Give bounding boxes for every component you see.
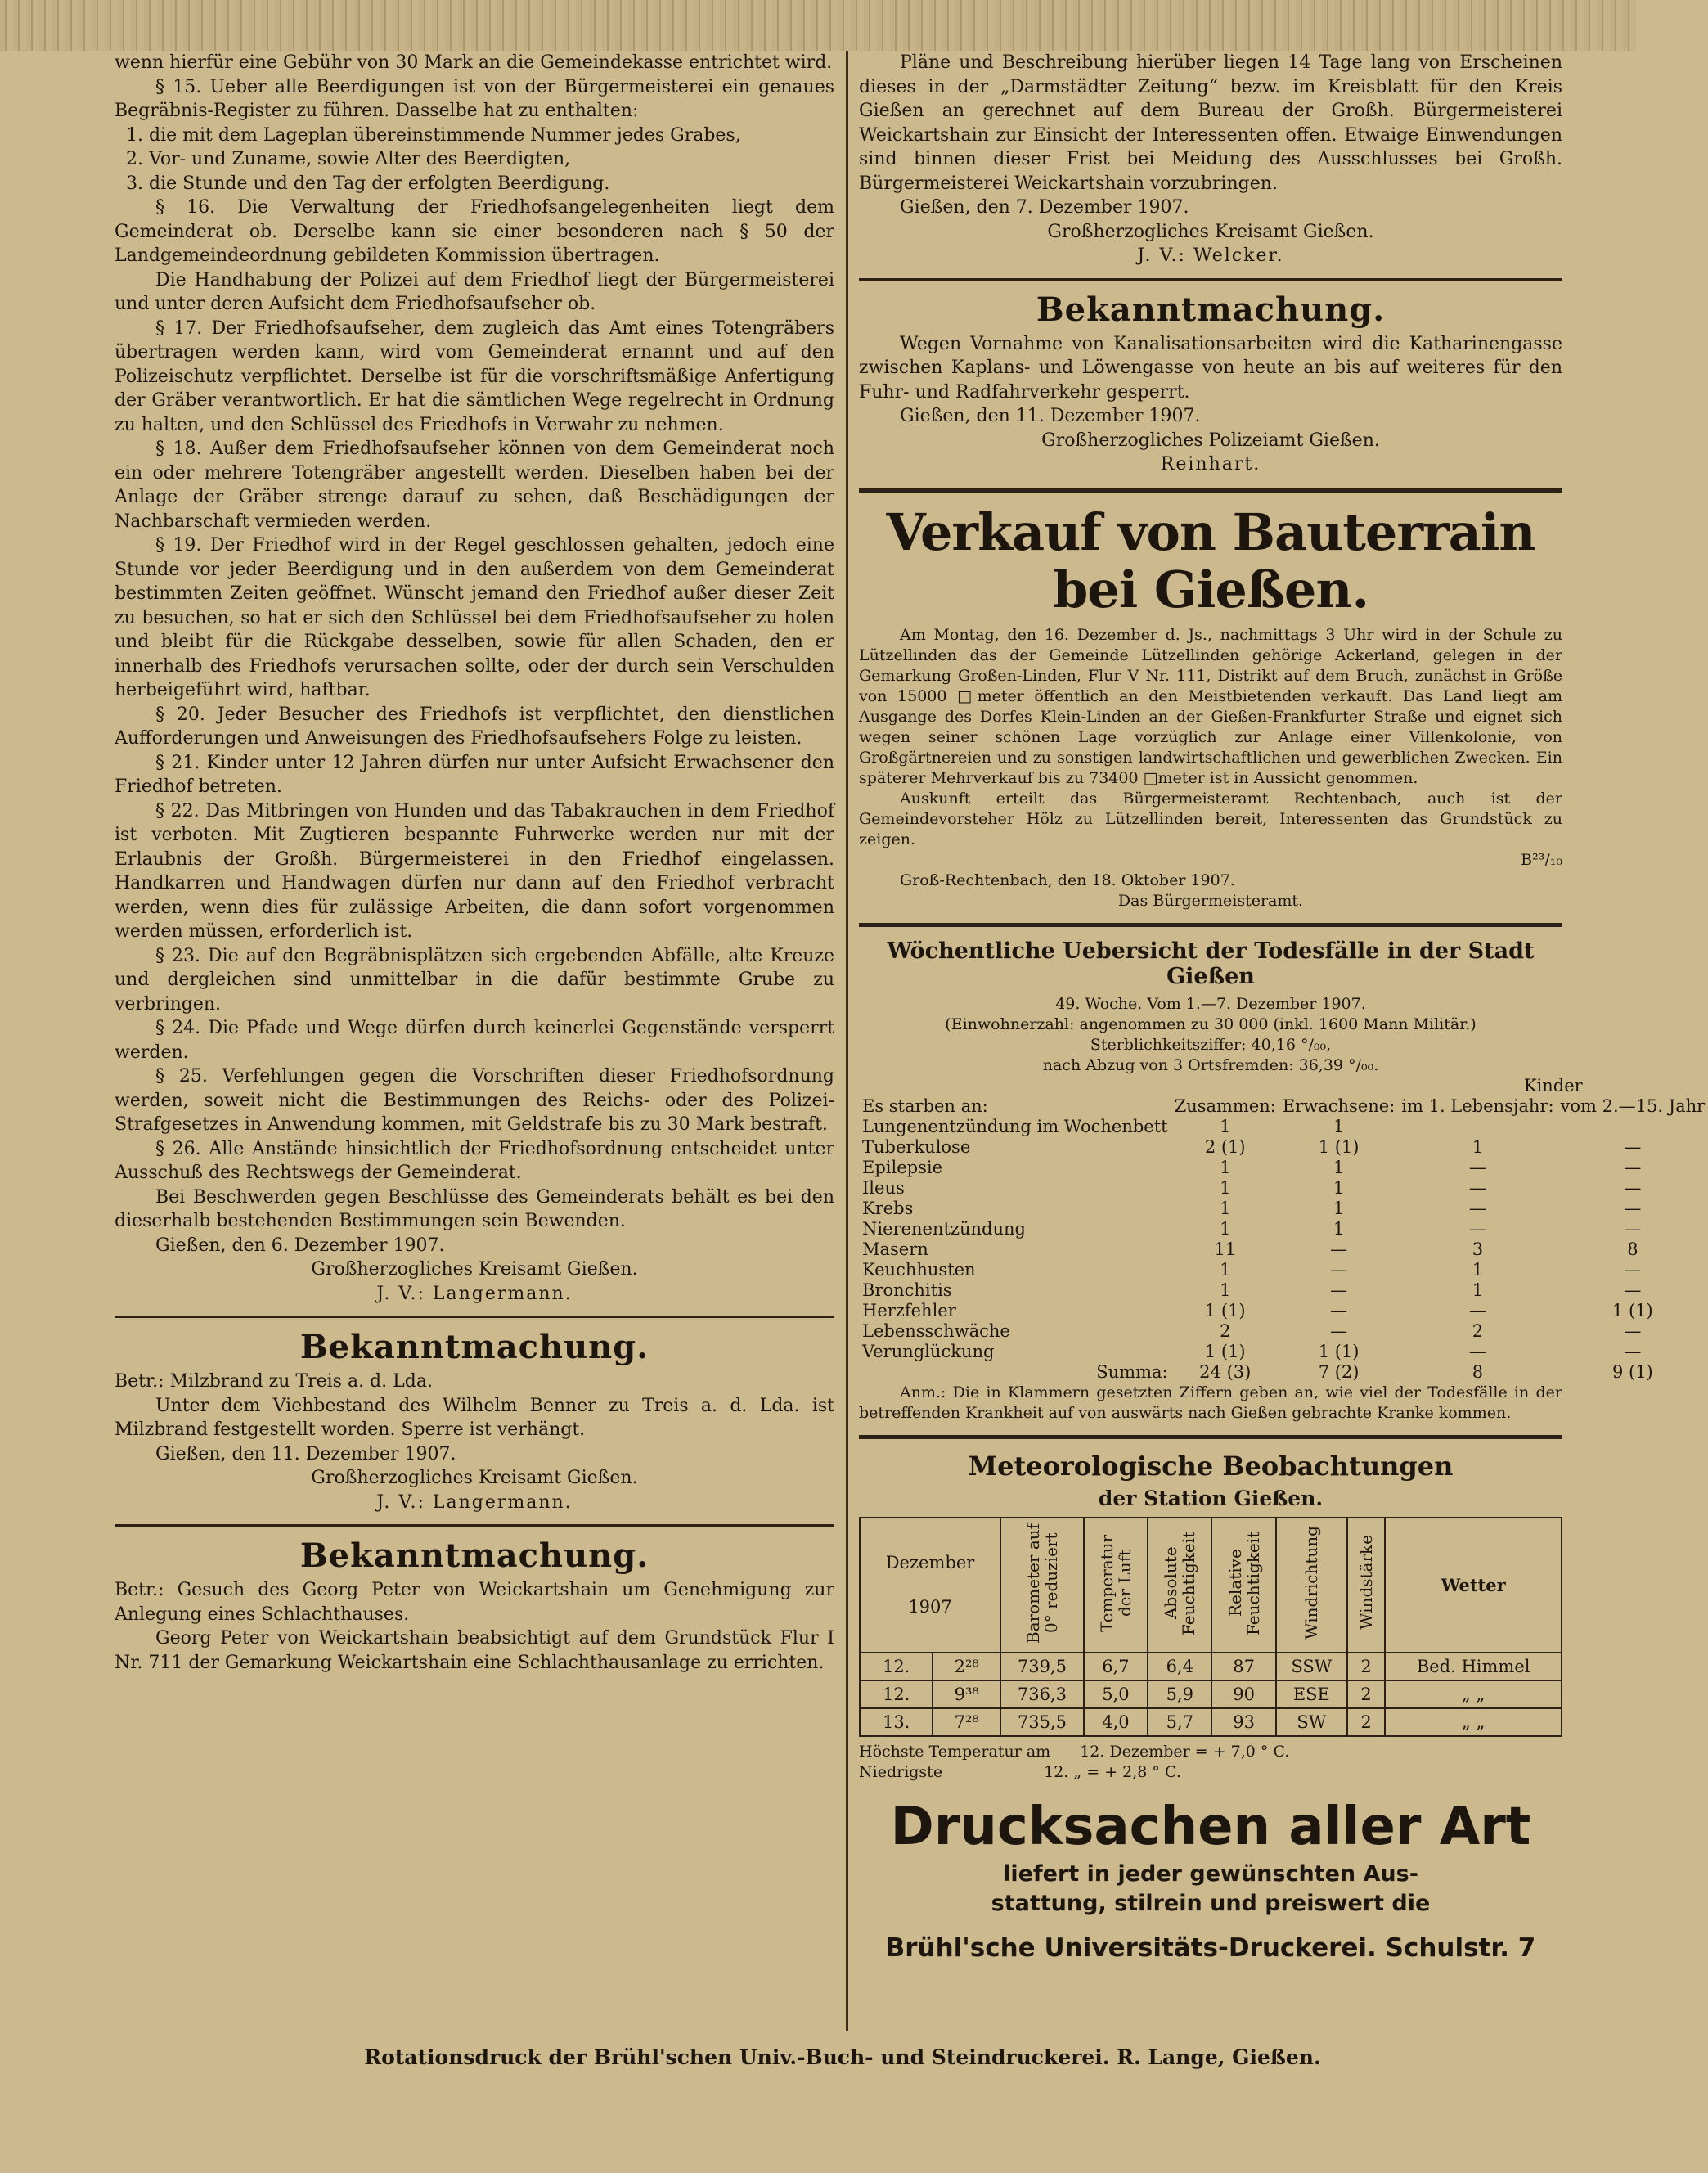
- notice-signature: J. V.: Langermann.: [376, 1491, 573, 1513]
- infants: 3: [1472, 1239, 1484, 1259]
- section-rule: [115, 1316, 834, 1318]
- notice-body: Wegen Vornahme von Kanalisationsarbeiten wird die Katharinengasse zwischen Kaplans- und Löwengasse von heute an bis auf weiteres für den Fuhr- und Radfahrverkehr gesperrt.: [859, 333, 1562, 403]
- paragraph: wenn hierfür eine Gebühr von 30 Mark an die Gemeindekasse entrichtet wird.: [115, 52, 833, 73]
- table-header: im 1. Lebensjahr:: [1401, 1095, 1554, 1116]
- notice-date: Gießen, den 11. Dezember 1907.: [155, 1443, 456, 1464]
- total: 1 (1): [1204, 1300, 1246, 1320]
- table-row: [860, 1653, 1562, 1680]
- weather-subheading: der Station Gießen.: [1098, 1486, 1324, 1510]
- section-rule: [115, 1524, 834, 1527]
- cause: Keuchhusten: [862, 1259, 976, 1280]
- adults: 1: [1333, 1116, 1345, 1136]
- adults: —: [1330, 1300, 1348, 1320]
- time: 7²⁸: [933, 1708, 1000, 1736]
- adults: —: [1330, 1320, 1348, 1341]
- ad-line: stattung, stilrein und preiswert die: [991, 1890, 1431, 1916]
- total: 1: [1220, 1177, 1231, 1198]
- column-divider: [846, 51, 848, 2031]
- children: 1 (1): [1611, 1300, 1653, 1320]
- printer-imprint: Rotationsdruck der Brühl'schen Univ.-Buch- und Steindruckerei. R. Lange, Gießen.: [364, 2045, 1321, 2069]
- deaths-note: Anm.: Die in Klammern gesetzten Ziffern geben an, wie viel der Todesfälle in der betreffenden Krankheit auf von auswärts nach Gießen gebrachte Kranke kommen.: [859, 1383, 1562, 1422]
- notice-office: Großherzogliches Kreisamt Gießen.: [1047, 221, 1374, 242]
- table-row: [859, 1137, 1708, 1158]
- section-rule: [859, 1435, 1562, 1439]
- min-temp-value: 12. „ = + 2,8 ° C.: [1044, 1762, 1181, 1781]
- infants: —: [1468, 1177, 1486, 1198]
- weather-heading: Meteorologische Beobachtungen: [968, 1450, 1454, 1482]
- header-barometer: Barometer auf 0° reduziert: [1023, 1522, 1061, 1644]
- ad-heading: Drucksachen aller Art: [890, 1796, 1531, 1857]
- list-item: 1. die mit dem Lageplan übereinstimmende Nummer jedes Grabes,: [126, 124, 741, 146]
- sale-body: Auskunft erteilt das Bürgermeisteramt Rechtenbach, auch ist der Gemeindevorsteher Hölz zu Lützellinden bereit, Interessenten das Grundstück zu zeigen.: [859, 789, 1562, 848]
- section-rule: [859, 923, 1562, 927]
- table-header: [1347, 1518, 1385, 1653]
- children: —: [1624, 1157, 1642, 1177]
- paragraph: § 25. Verfehlungen gegen die Vorschriften dieser Friedhofsordnung werden, soweit nicht die Bestimmungen des Reichs- oder des Polizei-Strafgesetzes in Anwendung kommen, mit Geldstrafe bis zu 30 Mark bestraft.: [115, 1066, 834, 1135]
- table-header: Kinder: [1523, 1075, 1583, 1095]
- notice-signature: Reinhart.: [1160, 454, 1261, 475]
- paragraph: Pläne und Beschreibung hierüber liegen 14 Tage lang von Erscheinen dieses in der „Darmstädter Zeitung“ bezw. im Kreisblatt für den Kreis Gießen an gerechnet auf dem Bureau der Großh. Bürgermeisterei Weickartshain zur Einsicht der Interessenten offen. Etwaige Einwendungen sind binnen dieser Frist bei Meidung des Ausschlusses bei Großh. Bürgermeisterei Weickartshain vorzubringen.: [859, 52, 1562, 194]
- table-row-sum: [859, 1362, 1708, 1383]
- cause: Bronchitis: [862, 1280, 952, 1300]
- barometer: 739,5: [1000, 1653, 1084, 1680]
- total: 24 (3): [1199, 1361, 1252, 1382]
- temperature: 4,0: [1084, 1708, 1148, 1736]
- weather: Bed. Himmel: [1385, 1653, 1562, 1680]
- barometer: 735,5: [1000, 1708, 1084, 1736]
- list-item: 3. die Stunde und den Tag der erfolgten Beerdigung.: [126, 173, 610, 194]
- header-weather: Wetter: [1385, 1518, 1562, 1653]
- table-header: Es starben an:: [862, 1095, 988, 1116]
- table-row: [859, 1117, 1708, 1137]
- weather-table: [859, 1517, 1562, 1737]
- table-header: [1211, 1518, 1275, 1653]
- abs-humidity: 5,7: [1148, 1708, 1211, 1736]
- notice-signature: J. V.: Langermann.: [376, 1283, 573, 1304]
- paragraph: Bei Beschwerden gegen Beschlüsse des Gemeinderats behält es bei den dieserhalb bestehenden Bestimmungen sein Bewenden.: [115, 1186, 834, 1231]
- children: 9 (1): [1611, 1361, 1653, 1382]
- table-row: [859, 1178, 1708, 1199]
- table-row: [859, 1199, 1708, 1219]
- header-year: 1907: [908, 1597, 952, 1617]
- section-rule: [859, 488, 1562, 493]
- notice-office: Großherzogliches Kreisamt Gießen.: [311, 1259, 638, 1280]
- table-row: [859, 1219, 1708, 1239]
- adults: —: [1330, 1259, 1348, 1280]
- paragraph: § 15. Ueber alle Beerdigungen ist von der Bürgermeisterei ein genaues Begräbnis-Register zu führen. Dasselbe hat zu enthalten:: [115, 76, 834, 121]
- table-row: [859, 1321, 1708, 1342]
- infants: —: [1468, 1157, 1486, 1177]
- table-header: [1148, 1518, 1211, 1653]
- deaths-population: (Einwohnerzahl: angenommen zu 30 000 (inkl. 1600 Mann Militär.): [945, 1015, 1477, 1033]
- total: 1: [1220, 1218, 1231, 1239]
- section-rule: [859, 278, 1562, 281]
- infants: 1: [1472, 1280, 1484, 1300]
- children: —: [1624, 1320, 1642, 1341]
- day: 12.: [860, 1680, 933, 1708]
- temperature: 5,0: [1084, 1680, 1148, 1708]
- wind-strength: 2: [1347, 1680, 1385, 1708]
- header-abs-humidity: Absolute Feuchtigkeit: [1161, 1530, 1199, 1635]
- temp-extremes: [859, 1742, 1562, 1762]
- weather: „ „: [1385, 1708, 1562, 1736]
- children: —: [1624, 1177, 1642, 1198]
- table-header: [1276, 1518, 1347, 1653]
- total: 1: [1220, 1198, 1231, 1218]
- adjacent-page-edge: [0, 0, 1636, 51]
- list-item: 2. Vor- und Zuname, sowie Alter des Beerdigten,: [126, 149, 571, 169]
- notice-heading: Bekanntmachung.: [299, 1328, 649, 1366]
- day: 12.: [860, 1653, 933, 1680]
- max-temp-value: 12. Dezember = + 7,0 ° C.: [1080, 1742, 1290, 1761]
- cause: Tuberkulose: [862, 1136, 971, 1157]
- paragraph: Die Handhabung der Polizei auf dem Friedhof liegt der Bürgermeisterei und unter deren Aufsicht dem Friedhofsaufseher ob.: [115, 269, 834, 314]
- adults: 1: [1333, 1157, 1345, 1177]
- notice-date: Gießen, den 7. Dezember 1907.: [900, 197, 1189, 218]
- sale-code: B²³/₁₀: [1521, 850, 1562, 869]
- cause: Lebensschwäche: [862, 1320, 1010, 1341]
- deaths-rate: Sterblichkeitsziffer: 40,16 °/₀₀,: [1090, 1035, 1332, 1054]
- notice-date: Gießen, den 6. Dezember 1907.: [155, 1235, 445, 1256]
- abs-humidity: 6,4: [1148, 1653, 1211, 1680]
- notice-office: Großherzogliches Kreisamt Gießen.: [311, 1468, 638, 1488]
- paragraph: § 24. Die Pfade und Wege dürfen durch keinerlei Gegenstände versperrt werden.: [115, 1018, 834, 1063]
- infants: 1: [1472, 1136, 1484, 1157]
- total: 2: [1220, 1320, 1231, 1341]
- table-header: [860, 1518, 1000, 1653]
- adults: —: [1330, 1280, 1348, 1300]
- temperature: 6,7: [1084, 1653, 1148, 1680]
- children: 8: [1627, 1239, 1638, 1259]
- cause: Krebs: [862, 1198, 914, 1218]
- sale-heading: Verkauf von Bauterrain bei Gießen.: [886, 502, 1535, 619]
- deaths-rate-adjusted: nach Abzug von 3 Ortsfremden: 36,39 °/₀₀.: [1042, 1055, 1379, 1074]
- table-header: [1000, 1518, 1084, 1653]
- table-header: [1084, 1518, 1148, 1653]
- paragraph: § 19. Der Friedhof wird in der Regel geschlossen gehalten, jedoch eine Stunde vor jeder Beerdigung und in den außerdem von dem Gemeinderat bestimmten Zeiten geöffnet. Wünscht jemand den Friedhof außer dieser Zeit zu besuchen, so hat er sich den Schlüssel bei dem Friedhofsaufseher zu holen und bleibt für die Rückgabe desselben, sowie für allen Schaden, den er innerhalb des Friedhofs verursachen sollte, oder der durch sein Verschulden herbeigeführt wird, haftbar.: [115, 535, 834, 700]
- paragraph: § 17. Der Friedhofsaufseher, dem zugleich das Amt eines Totengräbers übertragen werden kann, wird vom Gemeinderat ernannt und auf den Polizeischutz verpflichtet. Derselbe ist für die vorschriftsmäßige Anfertigung der Gräber verantwortlich. Er hat die sämtlichen Wege regelrecht in Ordnung zu halten, und den Schlüssel des Friedhofs in Verwahr zu nehmen.: [115, 317, 834, 435]
- cause: Epilepsie: [862, 1157, 942, 1177]
- header-wind-strength: Windstärke: [1356, 1535, 1377, 1631]
- table-row: [859, 1260, 1708, 1280]
- children: [1557, 1117, 1708, 1137]
- barometer: 736,3: [1000, 1680, 1084, 1708]
- table-row: [859, 1158, 1708, 1178]
- cause: Nierenentzündung: [862, 1218, 1026, 1239]
- table-header: vom 2.—15. Jahr: [1560, 1095, 1706, 1116]
- adults: 1: [1333, 1198, 1345, 1218]
- adults: 1: [1333, 1218, 1345, 1239]
- rel-humidity: 90: [1211, 1680, 1275, 1708]
- paragraph: § 18. Außer dem Friedhofsaufseher können von dem Gemeinderat noch ein oder mehrere Totengräber angestellt werden. Dieselben haben bei der Anlage der Gräber strenge darauf zu sehen, daß Beschädigungen der Nachbarschaft vermieden werden.: [115, 439, 834, 532]
- rel-humidity: 87: [1211, 1653, 1275, 1680]
- infants: 8: [1472, 1361, 1484, 1382]
- paragraph: § 22. Das Mitbringen von Hunden und das Tabakrauchen in dem Friedhof ist verboten. Mit Zugtieren bespannte Fuhrwerke werden nur mit der Erlaubnis der Großh. Bürgermeisterei in den Friedhof eingelassen. Handkarren und Handwagen dürfen nur dann auf den Friedhof verbracht werden, wenn dies für zulässige Arbeiten, die dann sofort vorgenommen werden müssen, erforderlich ist.: [115, 800, 834, 942]
- notice-office: Großherzogliches Polizeiamt Gießen.: [1041, 430, 1380, 451]
- deaths-table: [859, 1076, 1708, 1383]
- infants: —: [1468, 1198, 1486, 1218]
- notice-signature: Das Bürgermeisteramt.: [1117, 891, 1304, 910]
- left-column: [115, 51, 834, 1675]
- adults: 1 (1): [1318, 1136, 1360, 1157]
- infants: [1398, 1117, 1557, 1137]
- wind-strength: 2: [1347, 1708, 1385, 1736]
- cause: Ileus: [862, 1177, 905, 1198]
- infants: —: [1468, 1218, 1486, 1239]
- temp-extremes: [859, 1762, 1562, 1783]
- adults: —: [1330, 1239, 1348, 1259]
- total: 1: [1220, 1116, 1231, 1136]
- wind-direction: ESE: [1276, 1680, 1347, 1708]
- children: —: [1624, 1280, 1642, 1300]
- day: 13.: [860, 1708, 933, 1736]
- notice-body: Georg Peter von Weickartshain beabsichtigt auf dem Grundstück Flur I Nr. 711 der Gemarkung Weickartshain eine Schlachthausanlage zu errichten.: [115, 1628, 834, 1673]
- ad-footer: Brühl'sche Universitäts-Druckerei. Schulstr. 7: [885, 1932, 1536, 1963]
- total: 1 (1): [1204, 1341, 1246, 1361]
- notice-heading: Bekanntmachung.: [299, 1536, 649, 1575]
- total: 1: [1220, 1259, 1231, 1280]
- cause: Herzfehler: [862, 1300, 956, 1320]
- paragraph: § 21. Kinder unter 12 Jahren dürfen nur unter Aufsicht Erwachsener den Friedhof betreten.: [115, 752, 834, 797]
- total: 1: [1220, 1157, 1231, 1177]
- table-row: [859, 1280, 1708, 1301]
- infants: —: [1468, 1300, 1486, 1320]
- paragraph: § 16. Die Verwaltung der Friedhofsangelegenheiten liegt dem Gemeinderat ob. Derselbe kann sie einer besonderen nach § 50 der Landgemeindeordnung gebildeten Kommission übertragen.: [115, 197, 834, 266]
- children: —: [1624, 1198, 1642, 1218]
- min-temp-label: Niedrigste: [859, 1762, 943, 1781]
- cause: Summa:: [1096, 1361, 1168, 1382]
- time: 9³⁸: [933, 1680, 1000, 1708]
- cause: Lungenentzündung im Wochenbett: [862, 1116, 1168, 1136]
- abs-humidity: 5,9: [1148, 1680, 1211, 1708]
- cause: Verunglückung: [862, 1341, 995, 1361]
- header-month: Dezember: [885, 1553, 975, 1572]
- max-temp-label: Höchste Temperatur am: [859, 1742, 1051, 1761]
- header-wind-direction: Windrichtung: [1301, 1526, 1322, 1640]
- wind-strength: 2: [1347, 1653, 1385, 1680]
- cause: Masern: [862, 1239, 928, 1259]
- children: —: [1624, 1218, 1642, 1239]
- sale-body: Am Montag, den 16. Dezember d. Js., nachmittags 3 Uhr wird in der Schule zu Lützellinden das der Gemeinde Lützellinden gehörige Ackerland, gelegen in der Gemarkung Großen-Linden, Flur V Nr. 111, Distrikt auf dem Bruch, zunächst in Größe von 15000 □meter öffentlich an den Meistbietenden verkauft. Das Land liegt am Ausgange des Dorfes Klein-Linden an der Gießen-Frankfurter Straße und eignet sich wegen seiner schönen Lage vorzüglich zur Anlage einer Villenkolonie, von Großgärtnereien und zu sonstigen landwirtschaftlichen und gewerblichen Zwecken. Ein späterer Mehrverkauf bis zu 73400 □meter ist in Aussicht genommen.: [859, 625, 1562, 787]
- notice-heading: Bekanntmachung.: [1036, 290, 1386, 329]
- notice-date: Gießen, den 11. Dezember 1907.: [900, 406, 1201, 426]
- children: —: [1624, 1136, 1642, 1157]
- table-row: [859, 1239, 1708, 1260]
- ad-line: liefert in jeder gewünschten Aus-: [1003, 1860, 1418, 1887]
- paragraph: § 26. Alle Anstände hinsichtlich der Friedhofsordnung entscheidet unter Ausschuß des Rechtswegs der Gemeinderat.: [115, 1138, 834, 1183]
- notice-body: Unter dem Viehbestand des Wilhelm Benner zu Treis a. d. Lda. ist Milzbrand festgestellt worden. Sperre ist verhängt.: [115, 1395, 834, 1440]
- time: 2²⁸: [933, 1653, 1000, 1680]
- infants: 2: [1472, 1320, 1484, 1341]
- notice-subject: Betr.: Gesuch des Georg Peter von Weickartshain um Genehmigung zur Anlegung eines Schlachthauses.: [115, 1580, 834, 1625]
- wind-direction: SSW: [1276, 1653, 1347, 1680]
- paragraph: § 23. Die auf den Begräbnisplätzen sich ergebenden Abfälle, alte Kreuze und dergleichen sind unmittelbar in die dafür bestimmte Grube zu verbringen.: [115, 945, 834, 1015]
- table-header: Zusammen:: [1174, 1095, 1276, 1116]
- right-column: [859, 51, 1706, 1963]
- table-row: [859, 1301, 1708, 1321]
- adults: 1 (1): [1318, 1341, 1360, 1361]
- wind-direction: SW: [1276, 1708, 1347, 1736]
- infants: —: [1468, 1341, 1486, 1361]
- total: 1: [1220, 1280, 1231, 1300]
- table-header: Erwachsene:: [1282, 1095, 1396, 1116]
- weather: „ „: [1385, 1680, 1562, 1708]
- infants: 1: [1472, 1259, 1484, 1280]
- rel-humidity: 93: [1211, 1708, 1275, 1736]
- table-row: [859, 1342, 1708, 1362]
- children: —: [1624, 1259, 1642, 1280]
- total: 11: [1214, 1239, 1237, 1259]
- table-row: [860, 1680, 1562, 1708]
- table-row: [860, 1708, 1562, 1736]
- paragraph: § 20. Jeder Besucher des Friedhofs ist verpflichtet, den dienstlichen Aufforderungen und Anweisungen des Friedhofsaufsehers Folge zu leisten.: [115, 704, 834, 749]
- children: —: [1624, 1341, 1642, 1361]
- notice-signature: J. V.: Welcker.: [1137, 245, 1284, 266]
- total: 2 (1): [1204, 1136, 1246, 1157]
- notice-date: Groß-Rechtenbach, den 18. Oktober 1907.: [900, 871, 1235, 889]
- deaths-heading: Wöchentliche Uebersicht der Todesfälle in der Stadt Gießen: [887, 938, 1535, 989]
- header-temperature: Temperatur der Luft: [1096, 1533, 1135, 1632]
- adults: 1: [1333, 1177, 1345, 1198]
- deaths-week: 49. Woche. Vom 1.—7. Dezember 1907.: [1055, 994, 1366, 1013]
- header-rel-humidity: Relative Feuchtigkeit: [1225, 1530, 1263, 1635]
- notice-subject: Betr.: Milzbrand zu Treis a. d. Lda.: [115, 1371, 433, 1392]
- adults: 7 (2): [1318, 1361, 1360, 1382]
